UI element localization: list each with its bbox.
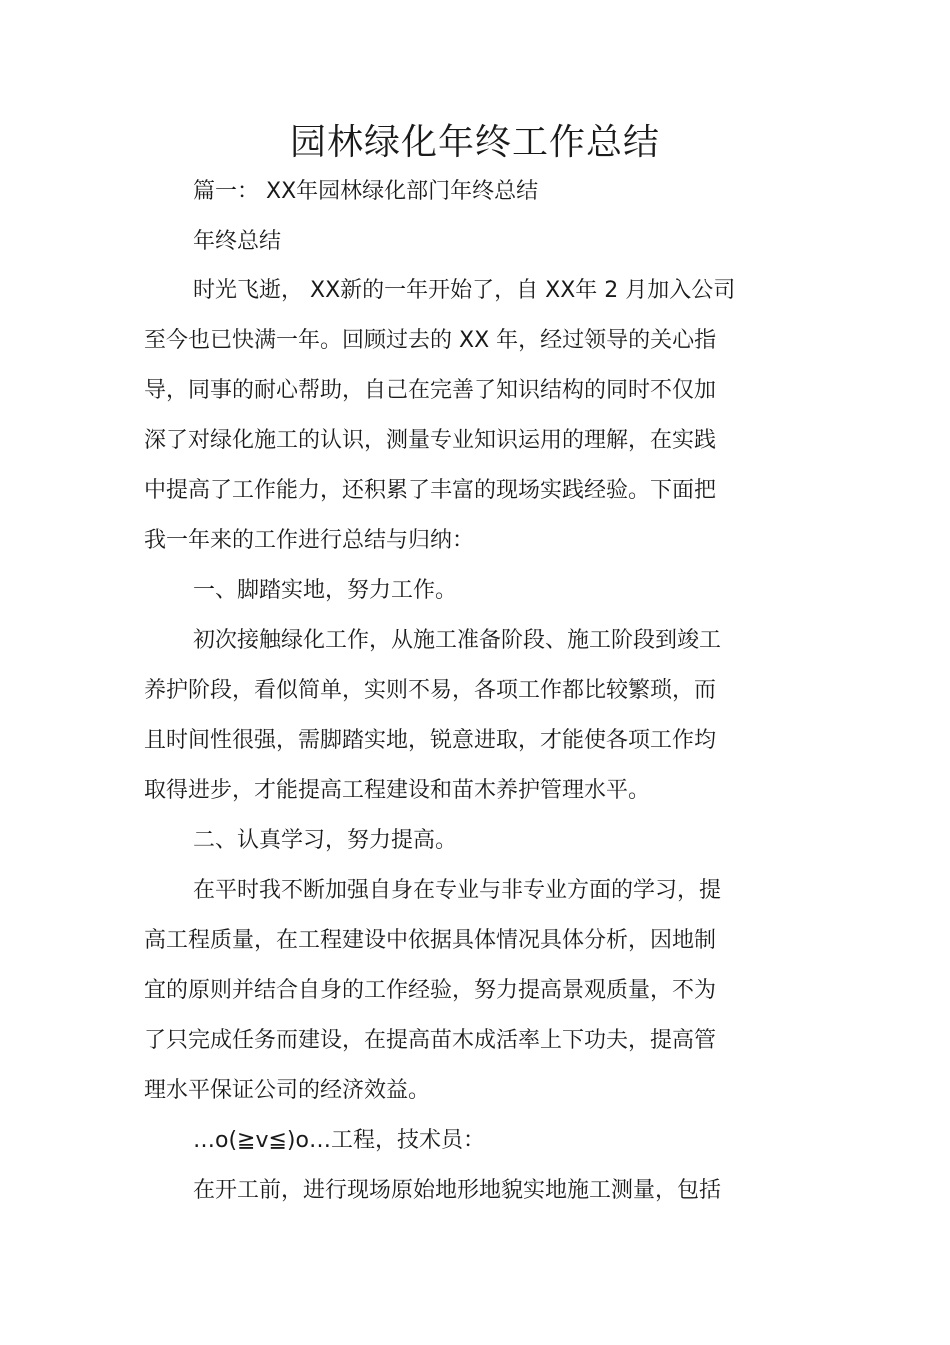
paragraph-line: 理水平保证公司的经济效益。 — [144, 1078, 431, 1103]
section-heading: 年终总结 — [193, 229, 282, 254]
paragraph-line: 在开工前，进行现场原始地形地貌实地施工测量，包括 — [193, 1178, 722, 1203]
paragraph-line: 在平时我不断加强自身在专业与非专业方面的学习，提 — [193, 878, 722, 903]
section-heading: 二、认真学习，努力提高。 — [193, 828, 458, 853]
document-title: 园林绿化年终工作总结 — [289, 122, 660, 163]
subtitle-line: 篇一： XX年园林绿化部门年终总结 — [193, 179, 539, 204]
paragraph-line: 时光飞逝， XX新的一年开始了，自 XX年 2 月加入公司 — [193, 278, 736, 303]
paragraph-line: 养护阶段，看似简单，实则不易，各项工作都比较繁琐，而 — [144, 678, 717, 703]
paragraph-line: 我一年来的工作进行总结与归纳： — [144, 528, 475, 553]
section-heading: …o(≧v≦)o…工程，技术员： — [193, 1128, 485, 1153]
paragraph-line: 中提高了工作能力，还积累了丰富的现场实践经验。下面把 — [144, 478, 717, 503]
paragraph-line: 取得进步，才能提高工程建设和苗木养护管理水平。 — [144, 778, 651, 803]
section-heading: 一、脚踏实地，努力工作。 — [193, 578, 458, 603]
paragraph-line: 导，同事的耐心帮助，自己在完善了知识结构的同时不仅加 — [144, 378, 717, 403]
paragraph-line: 初次接触绿化工作，从施工准备阶段、施工阶段到竣工 — [193, 628, 722, 653]
paragraph-line: 高工程质量，在工程建设中依据具体情况具体分析，因地制 — [144, 928, 717, 953]
paragraph-line: 宜的原则并结合自身的工作经验，努力提高景观质量，不为 — [144, 978, 717, 1003]
paragraph-line: 至今也已快满一年。回顾过去的 XX 年，经过领导的关心指 — [144, 328, 717, 353]
paragraph-line: 了只完成任务而建设，在提高苗木成活率上下功夫，提高管 — [144, 1028, 717, 1053]
paragraph-line: 深了对绿化施工的认识，测量专业知识运用的理解，在实践 — [144, 428, 717, 453]
paragraph-line: 且时间性很强，需脚踏实地，锐意进取，才能使各项工作均 — [144, 728, 717, 753]
